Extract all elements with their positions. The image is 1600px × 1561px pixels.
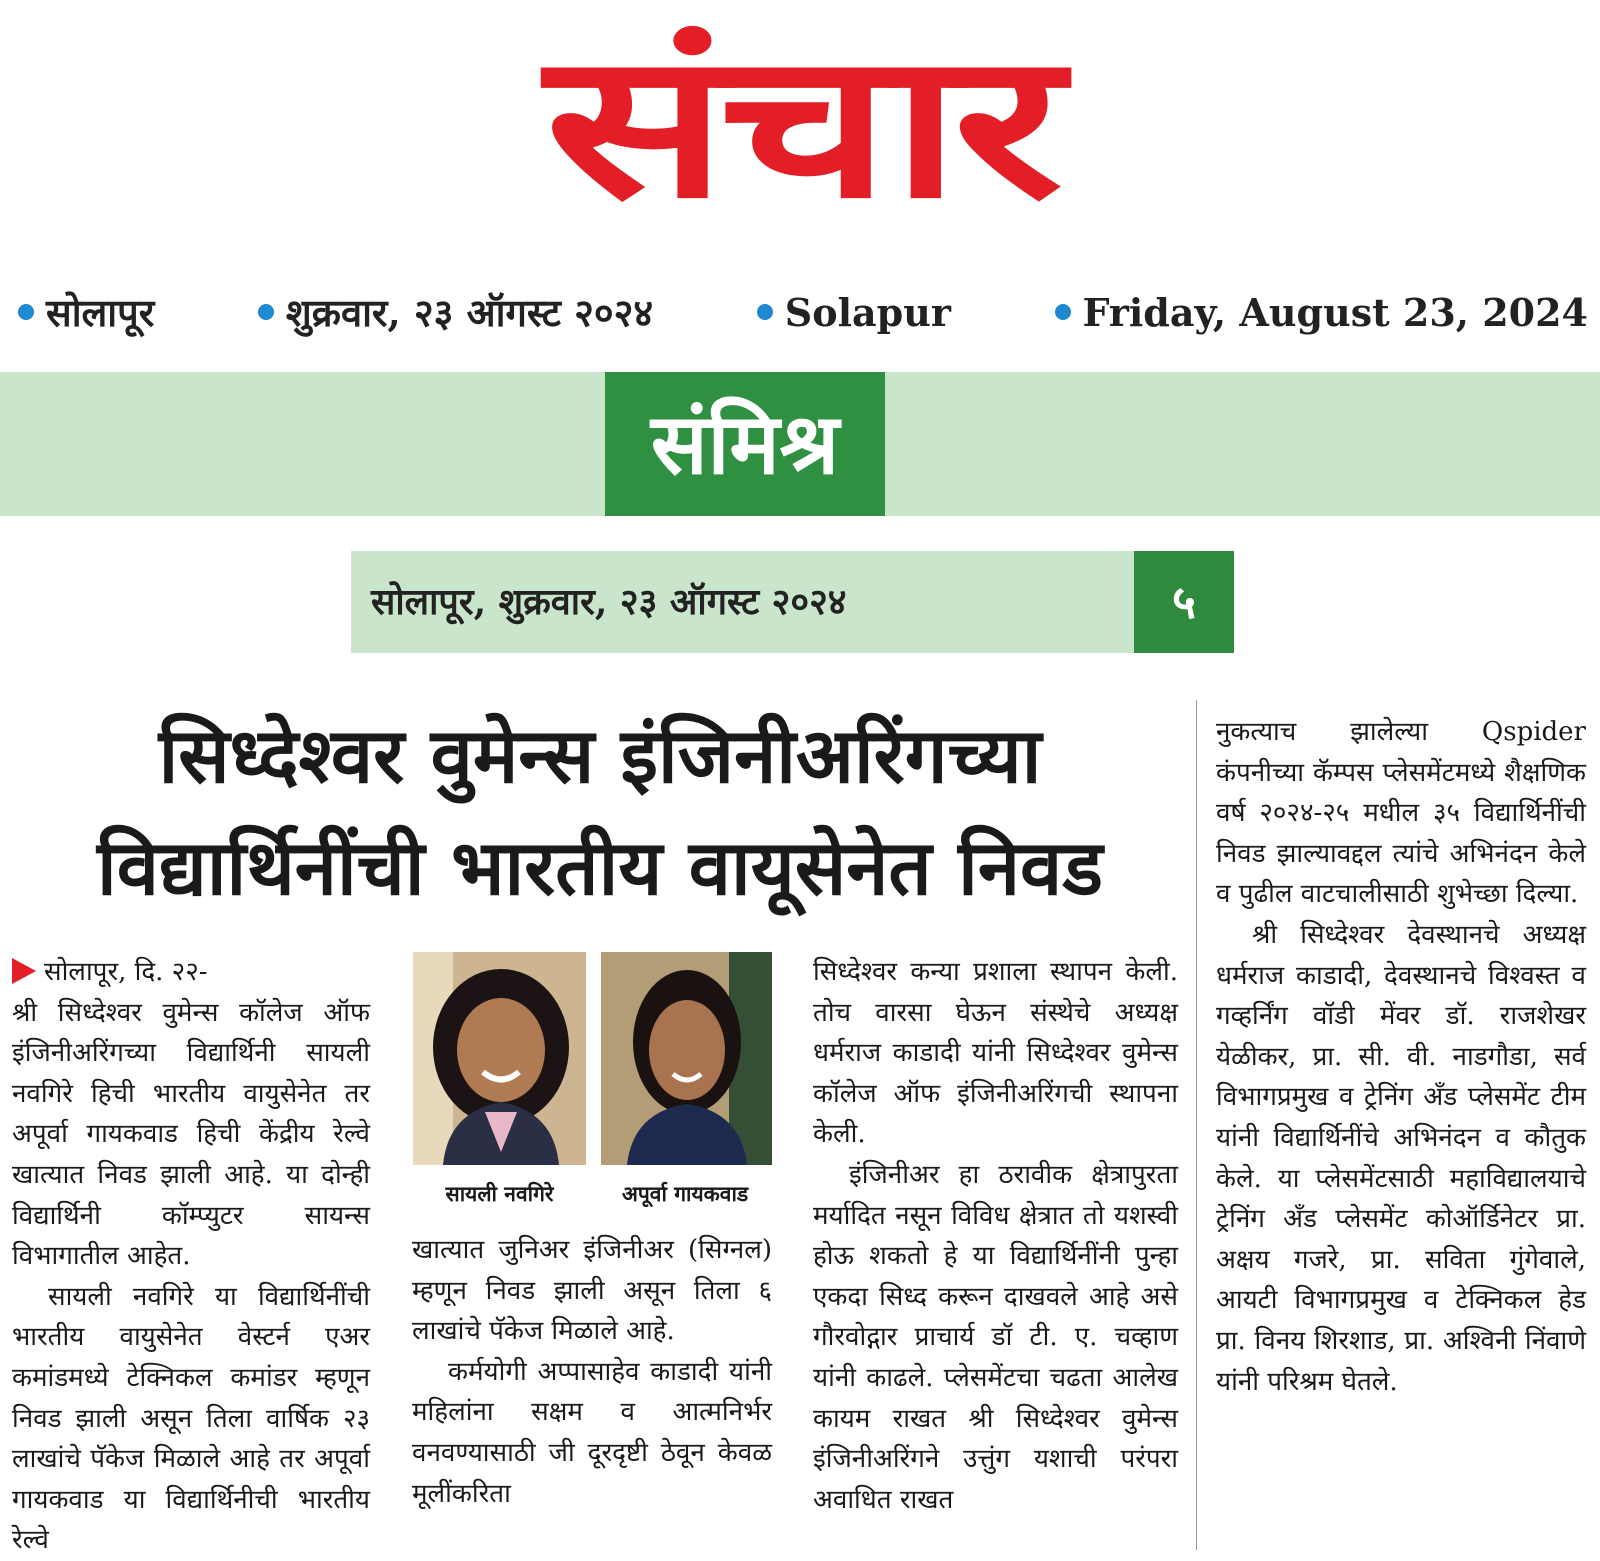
article-column-1 (12, 952, 370, 1561)
page-date-bar: सोलापूर, शुक्रवार, २३ ऑगस्ट २०२४ (351, 551, 1134, 653)
dateline-date-mr: शुक्रवार, २३ ऑगस्ट २०२४ (285, 290, 654, 335)
column-3-paragraph-2: इंजिनीअर हा ठरावीक क्षेत्रापुरता मर्यादित नसून विविध क्षेत्रात तो यशस्वी होऊ शकतो हे या विद्यार्थिनींनी पुन्हा एकदा सिध्द करून दाखवले आहे असे गौरवोद्गार प्राचार्य डॉ टी. ए. चव्हाण यांनी काढले. प्लेसमेंटचा चढता आलेख कायम राखत श्री सिध्देश्वर वुमेन्स इंजिनीअरिंगने उत्तुंग यशाची परंपरा अवाधित राखत (813, 1159, 1178, 1515)
column-1-paragraph-2: सायली नवगिरे या विद्यार्थिनींची भारतीय वायुसेनेत वेस्टर्न एअर कमांडमध्ये टेक्निकल कमांडर म्हणून निवड झाली असून तिला वार्षिक २३ लाखांचे पॅकेज मिळाले आहे तर अपूर्वा गायकवाड या विद्यार्थिनीची भारतीय रेल्वे (12, 1281, 370, 1556)
photo-caption-1: सायली नवगिरे (445, 1182, 554, 1206)
photo-sayali-navgire (413, 952, 586, 1165)
section-title: संमिश्र (605, 372, 885, 516)
photo-caption-2: अपूर्वा गायकवाड (621, 1182, 749, 1206)
bullet-icon (1055, 304, 1071, 320)
dateline-city-mr-segment (18, 286, 154, 338)
article-dateline-text: सोलापूर, दि. २२- (44, 957, 208, 987)
article-dateline (12, 952, 370, 993)
dateline-city-en: Solapur (784, 289, 951, 335)
portrait-illustration (413, 952, 586, 1165)
bullet-icon (258, 304, 274, 320)
dateline-date-en: Friday, August 23, 2024 (1082, 289, 1588, 335)
page-number: ५ (1134, 551, 1234, 653)
column-divider (1196, 700, 1197, 1550)
headline-line-1: सिध्देश्वर वुमेन्स इंजिनीअरिंगच्या (158, 711, 1042, 800)
column-4-paragraph-1: नुकत्याच झालेल्या Qspider कंपनीच्या कॅम्पस प्लेसमेंटमध्ये शैक्षणिक वर्ष २०२४-२५ मधील ३५ विद्यार्थिनींची निवड झाल्यावद्दल त्यांचे अभिनंदन केले व पुढील वाटचालीसाठी शुभेच्छा दिल्या. (1216, 717, 1586, 910)
dateline-city-mr: सोलापूर (46, 290, 155, 335)
newspaper-masthead-logo: संचार (544, 10, 1056, 243)
bullet-icon (757, 304, 773, 320)
article-headline (10, 700, 1190, 924)
dateline-date-mr-segment (258, 286, 653, 338)
dateline-strip (18, 282, 1588, 342)
column-4-paragraph-2: श्री सिध्देश्वर देवस्थानचे अध्यक्ष धर्मराज काडादी, देवस्थानचे विश्वस्त व गव्हर्निंग वॉडी मेंवर डॉ. राजशेखर येळीकर, प्रा. सी. वी. नाडगौडा, सर्व विभागप्रमुख व ट्रेनिंग अँड प्लेसमेंट टीम यांनी विद्यार्थिनींचे अभिनंदन व कौतुक केले. या प्लेसमेंटसाठी महाविद्यालयाचे ट्रेनिंग अँड प्लेसमेंट कोऑर्डिनेटर प्रा. अक्षय गजरे, प्रा. सविता गुंगेवाले, आयटी विभागप्रमुख व टेक्निकल हेड प्रा. विनय शिरशाड, प्रा. अश्विनी निंवाणे यांनी परिश्रम घेतले. (1216, 919, 1586, 1397)
bullet-icon (18, 304, 34, 320)
column-2-paragraph-1: खात्यात जुनिअर इंजिनीअर (सिग्नल) म्हणून निवड झाली असून तिला ६ लाखांचे पॅकेज मिळाले आहे. (412, 1235, 772, 1347)
article-column-2 (412, 1230, 772, 1514)
column-3-paragraph-1: सिध्देश्वर कन्या प्रशाला स्थापन केली. तोच वारसा घेऊन संस्थेचे अध्यक्ष धर्मराज काडादी यांनी सिध्देश्वर वुमेन्स कॉलेज ऑफ इंजिनीअरिंगची स्थापना केली. (813, 957, 1178, 1150)
dateline-city-en-segment (757, 290, 951, 335)
article-column-3 (813, 952, 1178, 1520)
column-2-paragraph-2: कर्मयोगी अप्पासाहेव काडादी यांनी महिलांना सक्षम व आत्मनिर्भर वनवण्यासाठी जी दूरदृष्टी ठेवून केवळ मूलींकरिता (412, 1356, 772, 1509)
column-1-paragraph-1: श्री सिध्देश्वर वुमेन्स कॉलेज ऑफ इंजिनीअरिंगच्या विद्यार्थिनी सायली नवगिरे हिची भारतीय वायुसेनेत तर अपूर्वा गायकवाड हिची केंद्रीय रेल्वे खात्यात निवड झाली आहे. या दोन्ही विद्यार्थिनी कॉम्प्युटर सायन्स विभागातील आहेत. (12, 997, 370, 1272)
headline-line-2: विद्यार्थिनींची भारतीय वायूसेनेत निवड (97, 823, 1103, 912)
photo-apurva-gaikwad (601, 952, 772, 1165)
portrait-illustration (601, 952, 772, 1165)
dateline-date-en-segment (1055, 290, 1588, 335)
red-triangle-icon (12, 958, 36, 984)
article-column-4 (1216, 712, 1586, 1402)
